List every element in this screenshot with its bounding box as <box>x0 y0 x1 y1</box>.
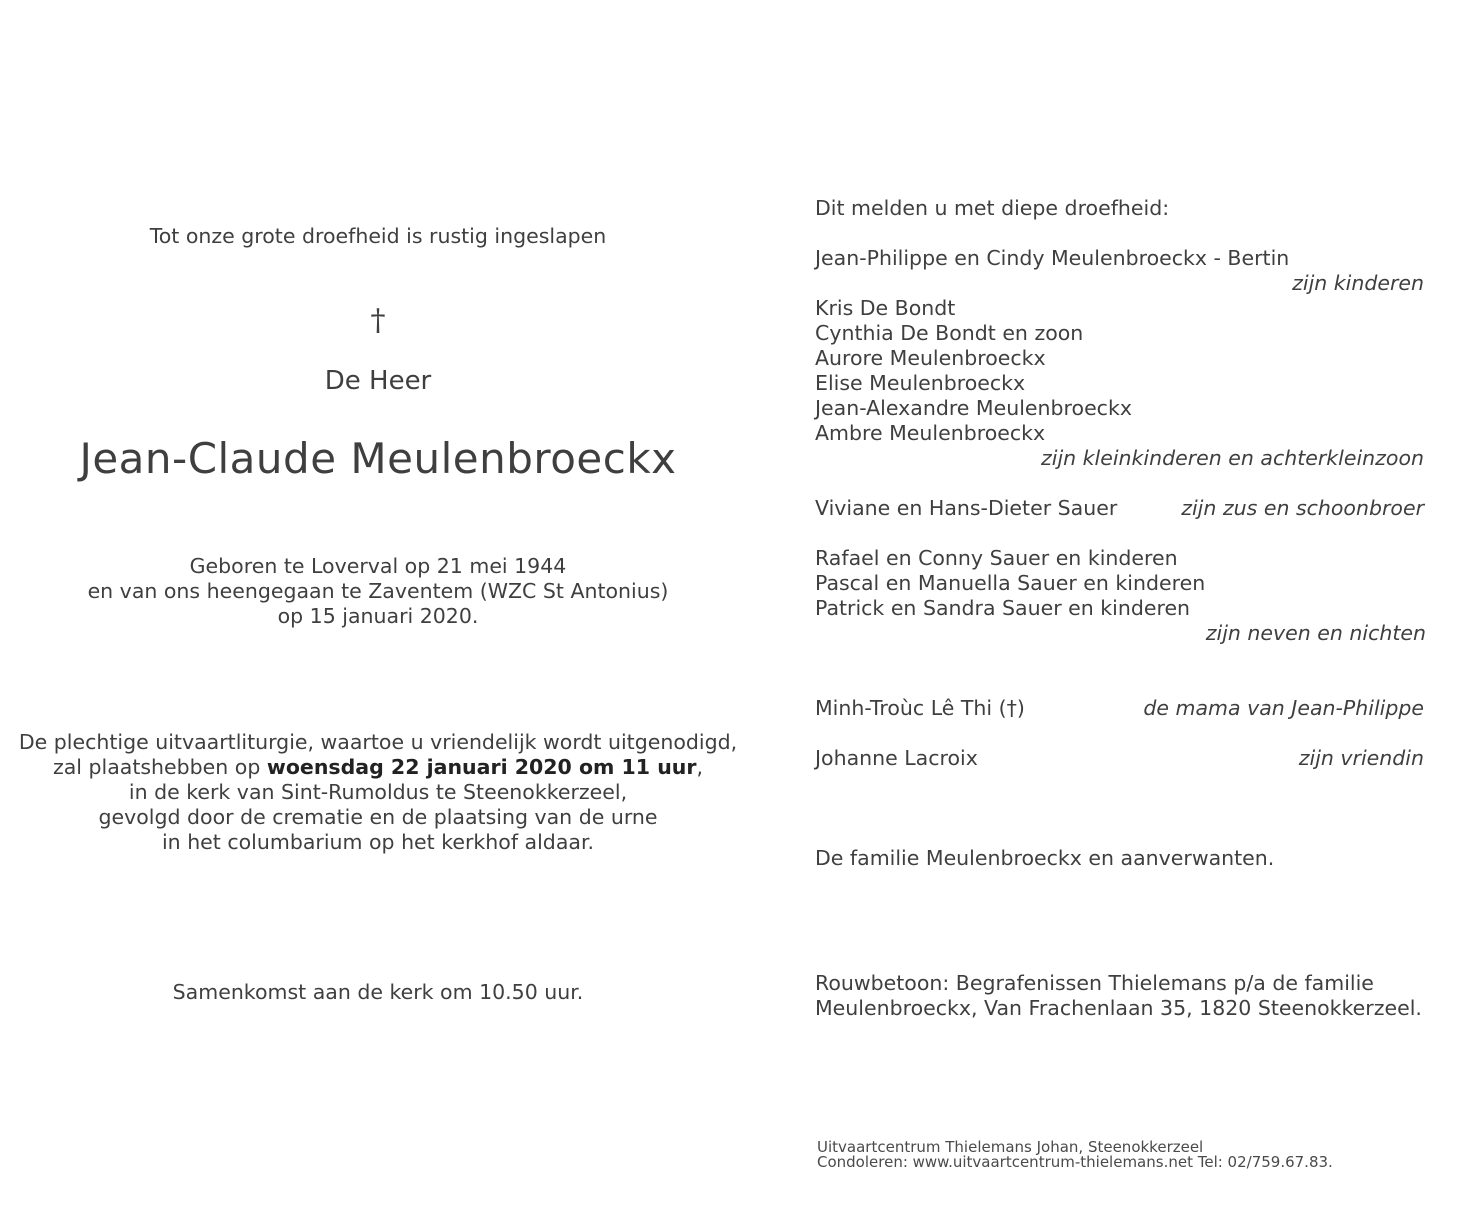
funeral-date: woensdag 22 januari 2020 om 11 uur <box>266 755 697 779</box>
gathering-text: Samenkomst aan de kerk om 10.50 uur. <box>172 980 584 1004</box>
friend-name: Johanne Lacroix <box>815 746 978 770</box>
condolence-line-2: Meulenbroeckx, Van Frachenlaan 35, 1820 Steenokkerzeel. <box>815 996 1422 1020</box>
footer-line-2: Condoleren: www.uitvaartcentrum-thielemans.net Tel: 02/759.67.83. <box>817 1153 1333 1171</box>
funeral-line-2-prefix: zal plaatshebben op <box>52 755 267 779</box>
grandchildren-list <box>815 296 1132 446</box>
grandchild-name: Jean-Alexandre Meulenbroeckx <box>815 396 1132 420</box>
intro-text: Tot onze grote droefheid is rustig ingeslapen <box>149 224 607 248</box>
mama-name: Minh-Troùc Lê Thi (†) <box>815 696 1025 720</box>
nephew-name: Patrick en Sandra Sauer en kinderen <box>815 596 1191 620</box>
nephew-name: Rafael en Conny Sauer en kinderen <box>815 546 1178 570</box>
nephews-list <box>815 546 1205 621</box>
birth-death-info <box>0 554 756 629</box>
funeral-line-5: in het columbarium op het kerkhof aldaar. <box>161 830 595 854</box>
friend-role: zijn vriendin <box>1298 746 1424 770</box>
footer-line-1: Uitvaartcentrum Thielemans Johan, Steenokkerzeel <box>817 1138 1204 1156</box>
funeral-line-2-suffix: , <box>696 755 704 779</box>
grandchild-name: Cynthia De Bondt en zoon <box>815 321 1084 345</box>
nephews-role: zijn neven en nichten <box>1205 621 1426 645</box>
funeral-line-1: De plechtige uitvaartliturgie, waartoe u vriendelijk wordt uitgenodigd, <box>18 730 738 754</box>
grandchild-name: Kris De Bondt <box>815 296 956 320</box>
cross-symbol: † <box>370 303 386 338</box>
nephew-name: Pascal en Manuella Sauer en kinderen <box>815 571 1206 595</box>
death-date-line: op 15 januari 2020. <box>277 604 479 628</box>
funeral-line-2 <box>0 755 756 780</box>
sister-name: Viviane en Hans-Dieter Sauer <box>815 496 1118 520</box>
deceased-name: Jean-Claude Meulenbroeckx <box>79 434 677 483</box>
announcement-heading: Dit melden u met diepe droefheid: <box>815 196 1170 220</box>
sister-role: zijn zus en schoonbroer <box>1181 496 1424 520</box>
birth-line: Geboren te Loverval op 21 mei 1944 <box>189 554 567 578</box>
family-closing: De familie Meulenbroeckx en aanverwanten. <box>815 846 1275 870</box>
children-name: Jean-Philippe en Cindy Meulenbroeckx - Bertin <box>815 246 1290 270</box>
funeral-line-4: gevolgd door de crematie en de plaatsing van de urne <box>98 805 658 829</box>
grandchild-name: Ambre Meulenbroeckx <box>815 421 1046 445</box>
mama-role: de mama van Jean-Philippe <box>1143 696 1424 720</box>
condolence-line-1: Rouwbetoon: Begrafenissen Thielemans p/a de familie <box>815 971 1374 995</box>
deceased-title: De Heer <box>324 366 432 396</box>
grandchild-name: Aurore Meulenbroeckx <box>815 346 1046 370</box>
condolence-address <box>815 971 1422 1021</box>
grandchild-name: Elise Meulenbroeckx <box>815 371 1026 395</box>
children-role: zijn kinderen <box>1292 271 1424 295</box>
funeral-line-3: in de kerk van Sint-Rumoldus te Steenokkerzeel, <box>128 780 628 804</box>
funeral-home-footer <box>817 1140 1333 1170</box>
funeral-info <box>0 730 756 855</box>
grandchildren-role: zijn kleinkinderen en achterkleinzoon <box>1041 446 1424 470</box>
death-place-line: en van ons heengegaan te Zaventem (WZC St Antonius) <box>87 579 669 603</box>
